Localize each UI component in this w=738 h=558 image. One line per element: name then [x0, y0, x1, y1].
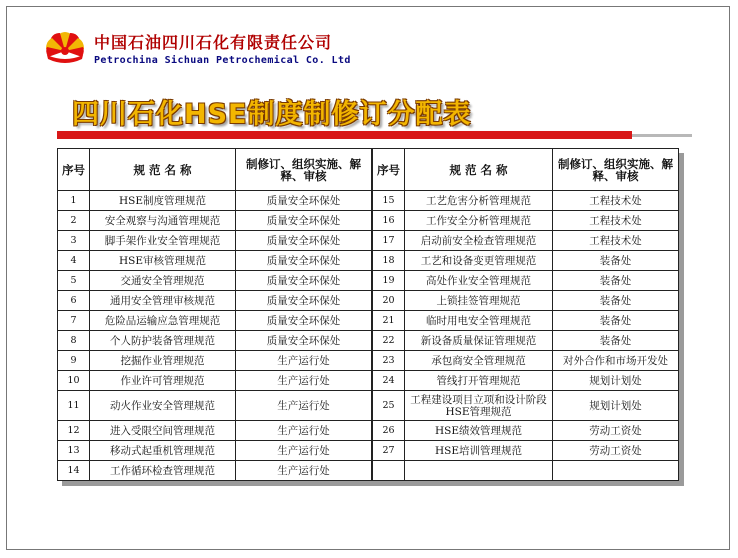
- cell-no: 7: [58, 311, 90, 331]
- cell-name: [405, 461, 553, 481]
- cell-name: HSE绩效管理规范: [405, 421, 553, 441]
- cell-name: 启动前安全检查管理规范: [405, 231, 553, 251]
- table-row: [58, 441, 372, 461]
- page-title: 四川石化HSE制度制修订分配表: [72, 99, 472, 130]
- header-name: 规 范 名 称: [90, 149, 236, 191]
- cell-dept: 质量安全环保处: [236, 331, 372, 351]
- table-row: [58, 251, 372, 271]
- cell-dept: 装备处: [553, 291, 679, 311]
- cell-no: 16: [373, 211, 405, 231]
- company-name-chinese: 中国石油四川石化有限责任公司: [94, 33, 333, 52]
- cell-no: 18: [373, 251, 405, 271]
- table-row: [58, 421, 372, 441]
- header-name: 规 范 名 称: [405, 149, 553, 191]
- regulation-table-right: [372, 148, 679, 481]
- cell-dept: 质量安全环保处: [236, 271, 372, 291]
- cell-no: [373, 461, 405, 481]
- cell-no: 3: [58, 231, 90, 251]
- table-row: [373, 251, 679, 271]
- cell-name: 进入受限空间管理规范: [90, 421, 236, 441]
- table-row: [58, 271, 372, 291]
- title-underline-bar: [57, 131, 632, 139]
- cell-name: 新设备质量保证管理规范: [405, 331, 553, 351]
- cell-dept: 劳动工资处: [553, 441, 679, 461]
- cell-no: 11: [58, 391, 90, 421]
- cell-dept: 生产运行处: [236, 421, 372, 441]
- cell-no: 9: [58, 351, 90, 371]
- header-dept: 制修订、组织实施、解释、审核: [553, 149, 679, 191]
- cell-no: 17: [373, 231, 405, 251]
- cell-dept: 质量安全环保处: [236, 291, 372, 311]
- cell-dept: 对外合作和市场开发处: [553, 351, 679, 371]
- table-row: [58, 391, 372, 421]
- cell-no: 10: [58, 371, 90, 391]
- table-row: [58, 331, 372, 351]
- cell-name: 承包商安全管理规范: [405, 351, 553, 371]
- cell-no: 4: [58, 251, 90, 271]
- table-row: [58, 191, 372, 211]
- cell-name: 脚手架作业安全管理规范: [90, 231, 236, 251]
- cell-name: 工程建设项目立项和设计阶段HSE管理规范: [405, 391, 553, 421]
- cell-name: 移动式起重机管理规范: [90, 441, 236, 461]
- cell-no: 23: [373, 351, 405, 371]
- cell-no: 20: [373, 291, 405, 311]
- cell-name: 交通安全管理规范: [90, 271, 236, 291]
- cell-name: HSE制度管理规范: [90, 191, 236, 211]
- petrochina-logo-icon: [44, 29, 86, 69]
- table-row: [373, 231, 679, 251]
- table-row: [373, 461, 679, 481]
- table-row: [58, 371, 372, 391]
- table-row: [373, 441, 679, 461]
- table-row: [373, 271, 679, 291]
- cell-dept: 装备处: [553, 331, 679, 351]
- table-header-row: [373, 149, 679, 191]
- cell-name: 管线打开管理规范: [405, 371, 553, 391]
- table-row: [58, 291, 372, 311]
- cell-name: 上锁挂签管理规范: [405, 291, 553, 311]
- cell-dept: 质量安全环保处: [236, 311, 372, 331]
- header-no: 序号: [58, 149, 90, 191]
- cell-name: 临时用电安全管理规范: [405, 311, 553, 331]
- cell-dept: 装备处: [553, 271, 679, 291]
- cell-name: 动火作业安全管理规范: [90, 391, 236, 421]
- cell-dept: 质量安全环保处: [236, 231, 372, 251]
- cell-no: 19: [373, 271, 405, 291]
- cell-no: 13: [58, 441, 90, 461]
- cell-dept: 生产运行处: [236, 461, 372, 481]
- cell-name: HSE培训管理规范: [405, 441, 553, 461]
- cell-no: 6: [58, 291, 90, 311]
- cell-dept: 装备处: [553, 251, 679, 271]
- cell-dept: 工程技术处: [553, 231, 679, 251]
- table-row: [373, 391, 679, 421]
- cell-dept: 质量安全环保处: [236, 251, 372, 271]
- cell-no: 22: [373, 331, 405, 351]
- cell-name: 高处作业安全管理规范: [405, 271, 553, 291]
- cell-dept: 生产运行处: [236, 371, 372, 391]
- company-name-english: Petrochina Sichuan Petrochemical Co. Ltd: [94, 55, 351, 66]
- cell-name: 挖掘作业管理规范: [90, 351, 236, 371]
- cell-name: 工作安全分析管理规范: [405, 211, 553, 231]
- cell-no: 12: [58, 421, 90, 441]
- table-row: [58, 461, 372, 481]
- table-row: [58, 351, 372, 371]
- cell-dept: 规划计划处: [553, 371, 679, 391]
- table-row: [373, 351, 679, 371]
- table-row: [373, 311, 679, 331]
- cell-no: 24: [373, 371, 405, 391]
- cell-name: 安全观察与沟通管理规范: [90, 211, 236, 231]
- cell-dept: 质量安全环保处: [236, 191, 372, 211]
- cell-dept: 规划计划处: [553, 391, 679, 421]
- cell-name: 危险品运输应急管理规范: [90, 311, 236, 331]
- table-row: [373, 331, 679, 351]
- cell-dept: 质量安全环保处: [236, 211, 372, 231]
- cell-no: 14: [58, 461, 90, 481]
- table-row: [58, 311, 372, 331]
- cell-no: 5: [58, 271, 90, 291]
- cell-dept: 工程技术处: [553, 211, 679, 231]
- cell-dept: 生产运行处: [236, 441, 372, 461]
- cell-name: 工艺和设备变更管理规范: [405, 251, 553, 271]
- cell-name: 通用安全管理审核规范: [90, 291, 236, 311]
- cell-dept: [553, 461, 679, 481]
- header-no: 序号: [373, 149, 405, 191]
- cell-name: 工作循环检查管理规范: [90, 461, 236, 481]
- header-dept: 制修订、组织实施、解释、审核: [236, 149, 372, 191]
- cell-name: 作业许可管理规范: [90, 371, 236, 391]
- cell-no: 15: [373, 191, 405, 211]
- table-row: [373, 371, 679, 391]
- cell-dept: 生产运行处: [236, 391, 372, 421]
- cell-no: 1: [58, 191, 90, 211]
- cell-no: 8: [58, 331, 90, 351]
- cell-no: 2: [58, 211, 90, 231]
- table-row: [373, 421, 679, 441]
- title-underline-shadow: [632, 134, 692, 137]
- table-row: [373, 291, 679, 311]
- cell-no: 26: [373, 421, 405, 441]
- cell-name: HSE审核管理规范: [90, 251, 236, 271]
- cell-name: 工艺危害分析管理规范: [405, 191, 553, 211]
- table-row: [373, 191, 679, 211]
- cell-name: 个人防护装备管理规范: [90, 331, 236, 351]
- table-row: [373, 211, 679, 231]
- regulation-table-left: [57, 148, 372, 481]
- cell-no: 27: [373, 441, 405, 461]
- cell-no: 25: [373, 391, 405, 421]
- cell-dept: 装备处: [553, 311, 679, 331]
- table-row: [58, 211, 372, 231]
- cell-dept: 生产运行处: [236, 351, 372, 371]
- table-row: [58, 231, 372, 251]
- cell-dept: 工程技术处: [553, 191, 679, 211]
- cell-no: 21: [373, 311, 405, 331]
- table-header-row: [58, 149, 372, 191]
- cell-dept: 劳动工资处: [553, 421, 679, 441]
